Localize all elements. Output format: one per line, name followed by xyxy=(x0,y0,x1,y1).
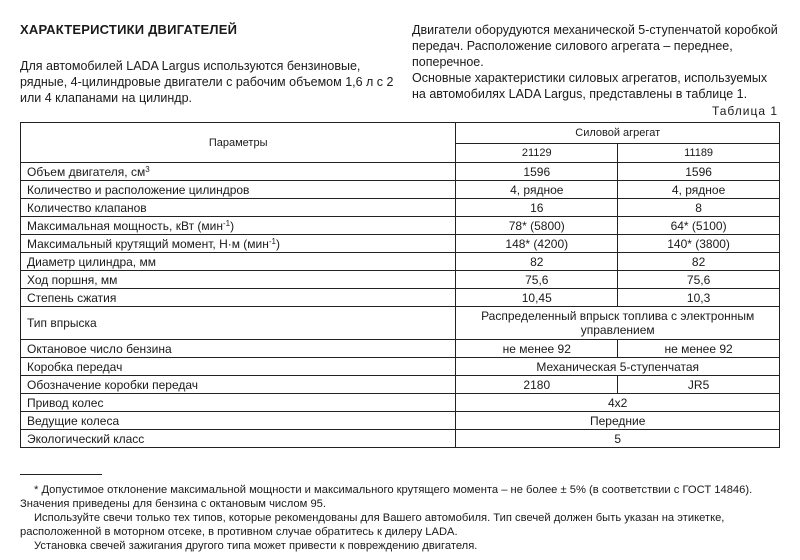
value-cell-21129: 148* (4200) xyxy=(456,235,618,253)
value-cell-21129: 16 xyxy=(456,199,618,217)
param-label: Количество и расположение цилиндров xyxy=(27,182,250,197)
param-label: Привод колес xyxy=(27,395,104,410)
table-caption: Таблица 1 xyxy=(711,104,778,118)
param-label: Ведущие колеса xyxy=(27,413,120,428)
table-body xyxy=(21,163,780,448)
param-cell xyxy=(21,340,456,358)
value-cell-11189: 8 xyxy=(618,199,780,217)
value-cell-21129: не менее 92 xyxy=(456,340,618,358)
header-power-unit: Силовой агрегат xyxy=(456,123,780,144)
param-label: Экологический класс xyxy=(27,431,145,446)
value-cell-merged: Передние xyxy=(456,412,780,430)
param-unit-superscript: 3 xyxy=(145,164,150,174)
param-label: Диаметр цилиндра, мм xyxy=(27,254,156,269)
intro-paragraph-table-ref: Основные характеристики силовых агрегатов, используемых на автомобилях LADA Largus, представлены в таблице 1. xyxy=(412,71,768,101)
table-row xyxy=(21,217,780,235)
value-cell-21129: 2180 xyxy=(456,376,618,394)
intro-column-right xyxy=(412,22,782,102)
table-row xyxy=(21,430,780,448)
value-cell-11189: JR5 xyxy=(618,376,780,394)
param-cell xyxy=(21,235,456,253)
table-row xyxy=(21,340,780,358)
param-cell xyxy=(21,271,456,289)
param-cell xyxy=(21,394,456,412)
value-cell-merged: 4x2 xyxy=(456,394,780,412)
value-cell-21129: 82 xyxy=(456,253,618,271)
param-cell xyxy=(21,217,456,235)
value-cell-11189: 4, рядное xyxy=(618,181,780,199)
param-cell xyxy=(21,412,456,430)
param-label-tail: ) xyxy=(276,236,281,251)
footnote-divider xyxy=(20,474,102,475)
table-row xyxy=(21,412,780,430)
footnotes xyxy=(20,483,784,553)
footnote-warning: Установка свечей зажигания другого типа может привести к повреждению двигателя. xyxy=(34,540,478,552)
param-label: Ход поршня, мм xyxy=(27,272,118,287)
param-label: Тип впрыска xyxy=(27,316,97,330)
param-label: Максимальный крутящий момент, Н·м (мин xyxy=(27,236,269,251)
param-cell xyxy=(21,289,456,307)
param-label: Максимальная мощность, кВт (мин xyxy=(27,218,223,233)
value-cell-21129: 10,45 xyxy=(456,289,618,307)
param-label: Обозначение коробки передач xyxy=(27,377,199,392)
intro-paragraph-transmission: Двигатели оборудуются механической 5-ступенчатой коробкой передач. Расположение силового агрегата – переднее, поперечное. xyxy=(412,23,778,69)
header-engine-21129: 21129 xyxy=(456,144,618,163)
table-row xyxy=(21,253,780,271)
header-parameters: Параметры xyxy=(21,123,456,163)
param-cell xyxy=(21,430,456,448)
table-row xyxy=(21,271,780,289)
param-label: Коробка передач xyxy=(27,359,123,374)
value-cell-21129: 4, рядное xyxy=(456,181,618,199)
param-label-tail: ) xyxy=(230,218,235,233)
header-engine-11189: 11189 xyxy=(618,144,780,163)
value-cell-21129: 78* (5800) xyxy=(456,217,618,235)
param-unit-superscript: -1 xyxy=(222,218,231,228)
value-cell-11189: 64* (5100) xyxy=(618,217,780,235)
table-row xyxy=(21,376,780,394)
table-row xyxy=(21,358,780,376)
param-cell xyxy=(21,199,456,217)
param-cell xyxy=(21,376,456,394)
table-row xyxy=(21,235,780,253)
footnote-spark-plugs: Используйте свечи только тех типов, которые рекомендованы для Вашего автомобиля. Тип свечей должен быть указан на этикетке, расположенной в моторном отсеке, в противном случае обратитесь к дилеру LADA. xyxy=(20,512,725,538)
intro-paragraph-left: Для автомобилей LADA Largus используются бензиновые, рядные, 4-цилиндровые двигатели с рабочим объемом 1,6 л с 2 или 4 клапанами на цилиндр. xyxy=(20,59,394,105)
value-cell-11189: 1596 xyxy=(618,163,780,181)
table-row xyxy=(21,199,780,217)
section-title: ХАРАКТЕРИСТИКИ ДВИГАТЕЛЕЙ xyxy=(20,22,238,37)
param-cell xyxy=(21,181,456,199)
value-cell-21129: 1596 xyxy=(456,163,618,181)
param-label: Степень сжатия xyxy=(27,290,117,305)
value-cell-merged: Механическая 5-ступенчатая xyxy=(456,358,780,376)
footnote-tolerance: * Допустимое отклонение максимальной мощности и максимального крутящего момента – не более ± 5% (в соответствии с ГОСТ 14846). Значения приведены для бензина с октановым числом 95. xyxy=(20,484,753,510)
param-cell xyxy=(21,253,456,271)
table-row xyxy=(21,163,780,181)
param-unit-superscript: -1 xyxy=(268,236,277,246)
param-label: Количество клапанов xyxy=(27,200,147,215)
engine-specs-table xyxy=(20,122,780,448)
value-cell-merged: Распределенный впрыск топлива с электронным управлением xyxy=(456,307,780,340)
value-cell-11189: 82 xyxy=(618,253,780,271)
table-row xyxy=(21,307,780,340)
param-cell xyxy=(21,358,456,376)
table-row xyxy=(21,394,780,412)
table-row xyxy=(21,181,780,199)
value-cell-merged: 5 xyxy=(456,430,780,448)
value-cell-11189: 140* (3800) xyxy=(618,235,780,253)
value-cell-11189: 10,3 xyxy=(618,289,780,307)
value-cell-11189: 75,6 xyxy=(618,271,780,289)
param-cell xyxy=(21,163,456,181)
param-label: Октановое число бензина xyxy=(27,341,172,356)
value-cell-21129: 75,6 xyxy=(456,271,618,289)
table-row xyxy=(21,289,780,307)
param-cell xyxy=(21,307,456,340)
value-cell-11189: не менее 92 xyxy=(618,340,780,358)
param-label: Объем двигателя, см xyxy=(27,164,146,179)
